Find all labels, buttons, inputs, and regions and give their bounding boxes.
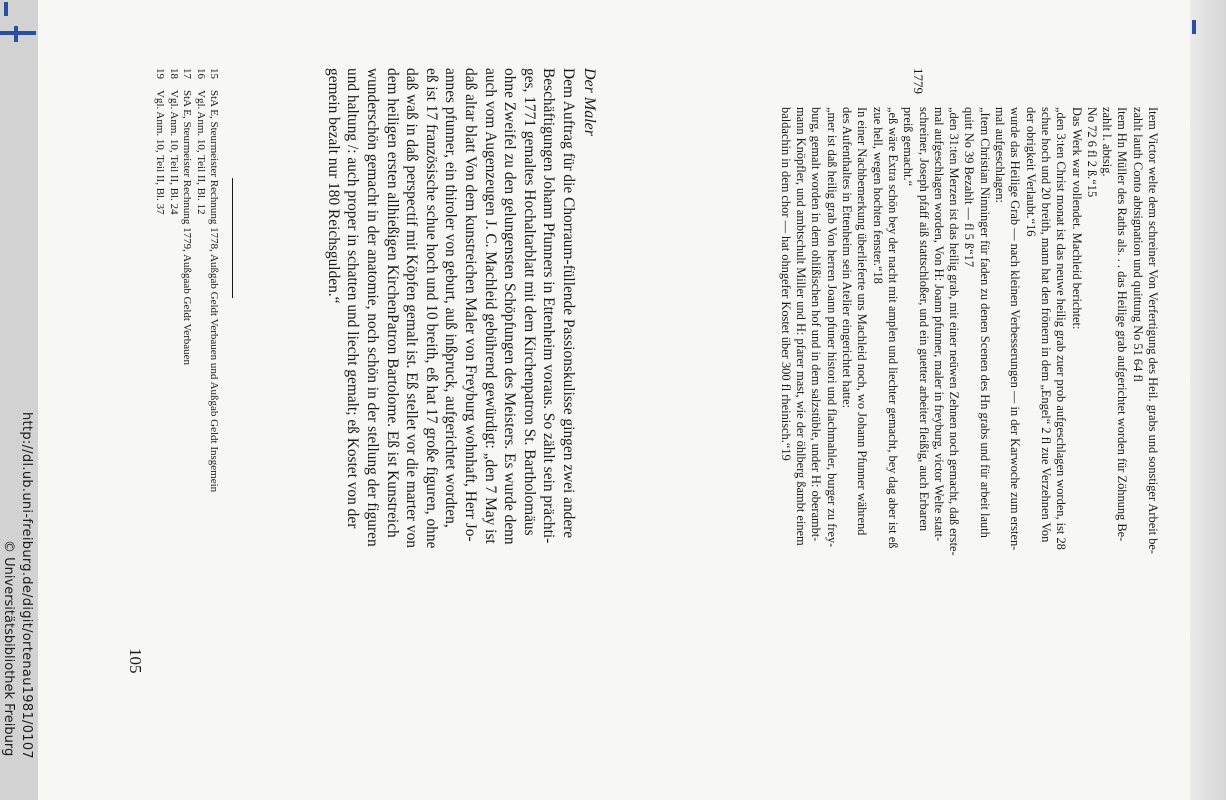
text-line: zue hell, wegen hochten fenster.“18	[870, 107, 885, 284]
scanned-page	[38, 0, 1213, 800]
text-line: zahlt l. abtsig.	[1100, 107, 1115, 177]
text-line: „Item Christian Ninninger für faden zu denen Scenen des Hn grabs und für arbeit lauth	[977, 107, 992, 538]
margin-year: 1779	[911, 68, 926, 94]
text-line: quitt No 39 Bezahlt — fl 5 ß“17	[962, 107, 977, 268]
footnote	[193, 68, 206, 688]
footnote-number: 16	[194, 68, 207, 79]
text-line: Dem Auftrag für die Chorraum-füllende Passionskulisse gingen zwei andere	[560, 68, 577, 539]
footnote	[166, 68, 179, 688]
text-line: des Aufenthaltes in Ettenheim sein Atelier eingerichtet hatte:	[840, 107, 855, 409]
text-line: der obrigkeit Verlaubt.“16	[1023, 107, 1038, 237]
text-line: Das Werk war vollendet. Machleid berichtet:	[1069, 107, 1084, 330]
main-lines	[323, 68, 578, 710]
text-line: und haltung /: auch proper in schatten und liecht gemalt; eß Kostet von der	[344, 68, 362, 529]
text-line: No 72 6 fl 2 ß.“15	[1084, 107, 1099, 198]
page-content-rotated	[38, 0, 1188, 800]
section-heading: Der Maler	[581, 68, 598, 136]
text-line: Item Hn Müller des Raths als. . . das Heilige grab aufgerichtet worden für Zöhnung Be-	[1115, 107, 1130, 542]
footnote-text: Vgl. Anm. 10, Teil II, Bl. 12	[194, 90, 207, 215]
upper-text-block	[778, 107, 1160, 677]
text-line: schue hoch und 20 breith, mann hat den frönern in dem „Engel“ 2 fl zue Verzehnen Von	[1038, 107, 1053, 543]
text-line: mal aufgeschlagen:	[993, 107, 1008, 203]
footnote-number: 19	[154, 68, 167, 79]
text-line: Item Victor welte dem schreiner Von Verfertigung des Heil. grabs und sonstiger Arbeit be-	[1146, 107, 1160, 555]
text-line: wurde das Heilige Grab — nach kleinen Verbesserungen — in der Karwoche zum ersten-	[1008, 107, 1023, 551]
upper-lines	[778, 107, 1160, 677]
text-line: Beschäftigungen Johann Pfunners in Ettenheim voraus. So zählt sein prächti-	[540, 68, 558, 544]
text-line: burg, gemalt worden in dem ohlißischen hof und in dem salzstüble, under H: oberambt-	[809, 107, 824, 542]
footnote-text: StA E, Steurmeister Rechnung 1779, Außgaab Geldt Verbauen	[181, 90, 194, 366]
footnote-number: 17	[181, 68, 194, 79]
url-sidebar	[0, 0, 38, 800]
text-line: „mer ist daß heilig grab Von herren Joann pfuner histori und flachmahler, burger zu frey-	[824, 107, 839, 548]
url-text: http://dl.ub.uni-freiburg.de/digit/ortenau1981/0107	[19, 412, 34, 759]
text-line: ohne Zweifel zu den gelungensten Schöpfungen des Meisters. Es wurde denn	[501, 68, 519, 545]
footnote	[180, 68, 193, 688]
text-line: In einer Nachbemerkung überlieferte uns Machleid noch, wo Johann Pfunner während	[855, 107, 870, 536]
text-line: mal aufgeschlagen worden, Von H: Joann pfunner, maler in freyburg, victor Welte statt-	[931, 107, 946, 542]
text-line: gemein bezalt nur 180 Reichsgulden.“	[324, 68, 342, 304]
text-line: wunderschön gemacht in der anatomie, noch schön in der stellung der figuren	[364, 68, 382, 547]
text-line: mann Knöpfler, und ambtschult Miller und H: pfarer mast, wie der öhlberg ßambt einem	[794, 107, 809, 546]
footnote-rule	[232, 178, 233, 298]
text-line: daß altar blatt Von dem kunstreichen Maler von Freyburg wohnhaft, Herr Jo-	[462, 68, 480, 542]
text-line: eß ist 17 französische schue hoch und 10 breith, eß hat 17 große figuren, ohne	[422, 68, 440, 549]
text-line: „eß wäre Extra schön bey der nacht mit amplen und liechter gemacht, bey dag aber ist eß	[885, 107, 900, 549]
text-line: daß waß in daß perspectif mit Köpfen gemalt ist. Eß stellet vor die marter von	[403, 68, 421, 548]
text-line: baldachin in dem chor — hat ohngefer Kostet über 300 fl rheinisch.“19	[778, 107, 793, 461]
footnotes	[153, 68, 220, 688]
text-line: auch vom Augenzeugen J. C. Machleid gebührend gewürdigt: „den 7 May ist	[481, 68, 499, 544]
page-number: 105	[126, 648, 145, 674]
page-edge	[1190, 0, 1226, 800]
footnote	[153, 68, 166, 688]
footnote-text: Vgl. Anm. 10, Teil II, Bl. 24	[167, 90, 180, 215]
text-line: „den 3:ten Christ monat ist das neuwe heilig grab zuer prob aufgeschlagen worden, ist 28	[1054, 107, 1069, 550]
footnote-number: 15	[208, 68, 220, 79]
text-line: annes pfunner, ein thiroler von geburt, auß inßpruck, aufgerichtet wordten,	[442, 68, 460, 528]
copyright-text: © Universitätsbibliothek Freiburg	[1, 540, 16, 757]
text-line: preiß gemacht.“	[901, 107, 916, 187]
footnote-text: Vgl. Anm. 10, Teil II, Bl. 37	[154, 90, 167, 215]
footnote-list	[153, 68, 220, 688]
text-line: zahlt lauth Conto abtsignation und quittung No 51 64 fl	[1130, 107, 1145, 382]
main-text-block	[323, 68, 578, 710]
text-line: schreiner, Joseph pfaff aiß stattschloßer, und ein guetter arbeiter fleißig, auch Erbaren	[916, 107, 931, 532]
text-line: ges, 1771 gemaltes Hochaltarblatt mit dem Kirchenpatron St. Bartholomäus	[520, 68, 538, 536]
footnote	[207, 68, 220, 688]
text-line: dem heiligen ersten allhießigen KirchenPatron Bartolome. Eß ist Kunstreich	[383, 68, 401, 538]
footnote-number: 18	[167, 68, 180, 79]
footnote-text: StA E, Steurmeister Rechnung 1778, Außgab Geldt Verbauen und Außgab Geldt Insgemein	[208, 90, 220, 493]
text-line: „den 31:ten Merzen ist das heilig grab, mit einer neüwen Zehnen noch gemacht, daß erste-	[947, 107, 962, 556]
marker-icon	[1192, 20, 1196, 34]
